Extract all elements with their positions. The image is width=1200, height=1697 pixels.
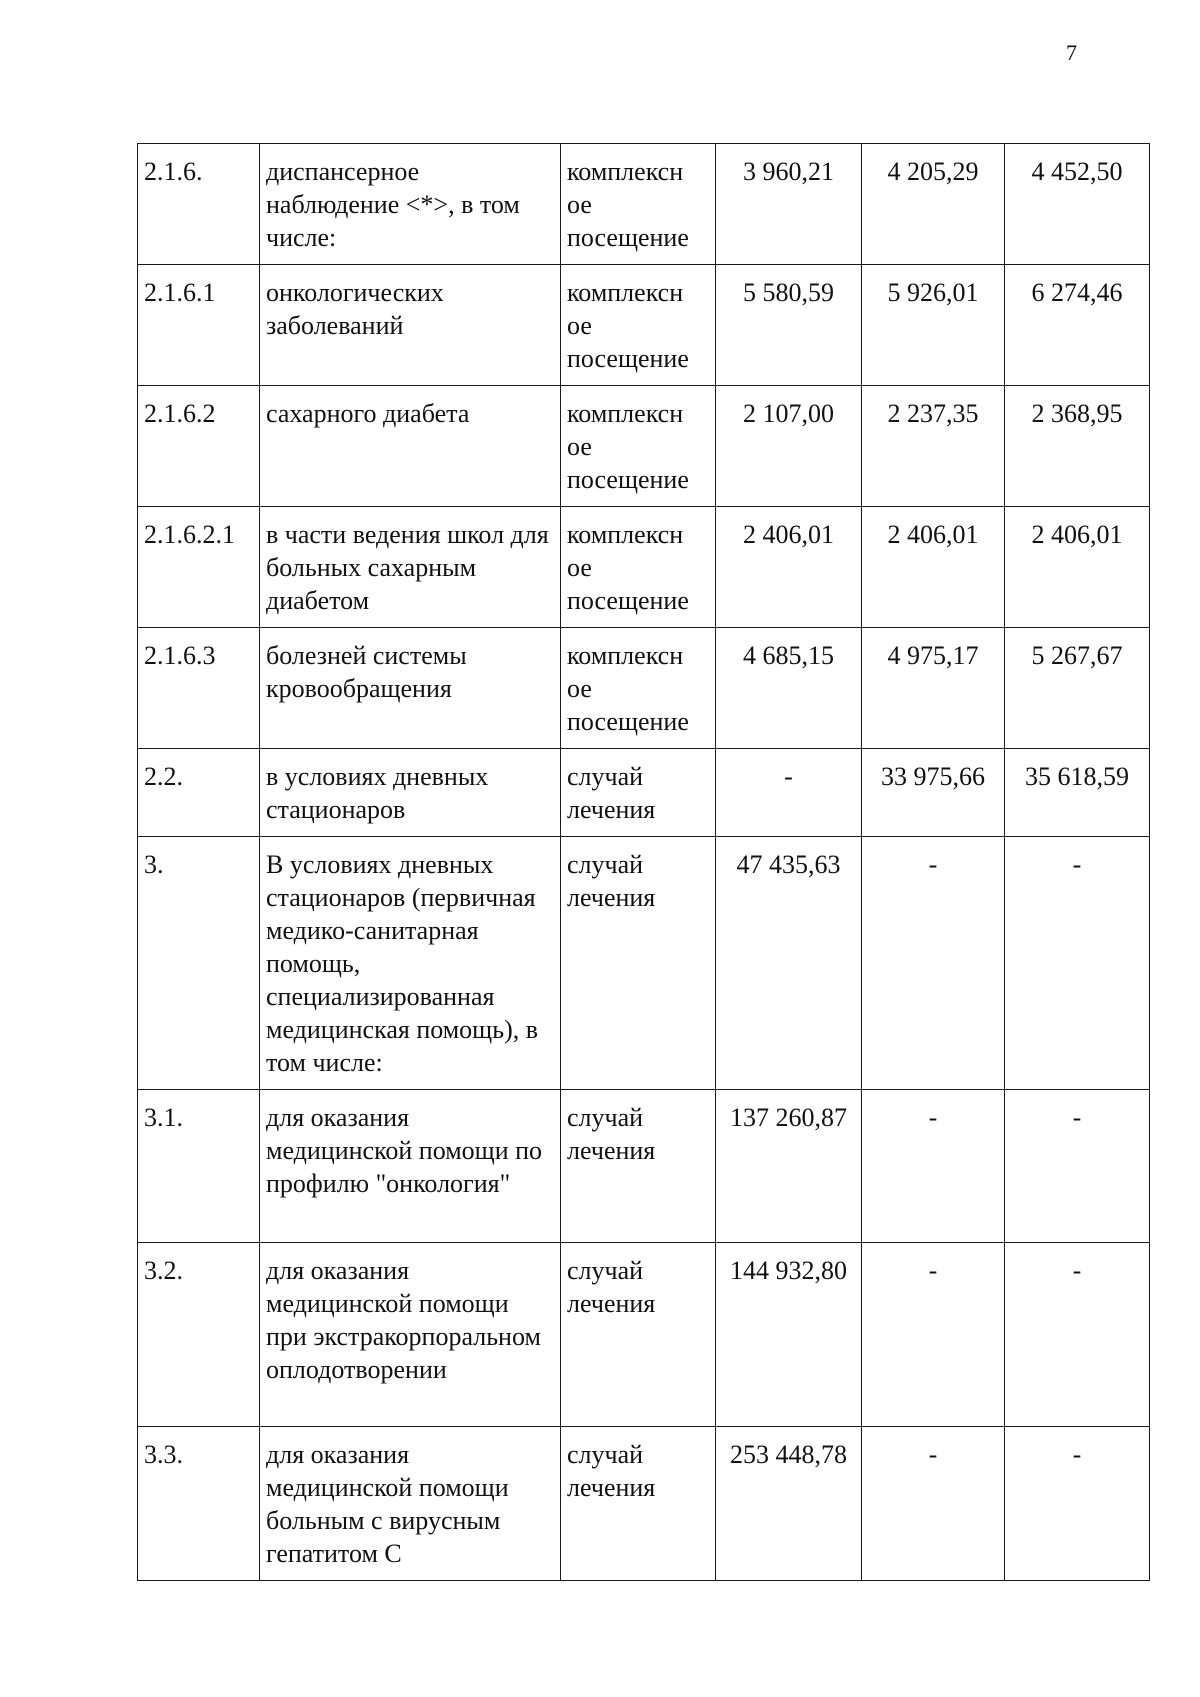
row-unit-cell: комплексн ое посещение: [561, 507, 716, 628]
row-value-2-cell: 5 926,01: [862, 265, 1005, 386]
row-value-3-cell: -: [1005, 1090, 1150, 1243]
row-value-2-cell: -: [862, 1243, 1005, 1427]
row-name-cell: в части ведения школ для больных сахарным диабетом: [260, 507, 561, 628]
row-unit-cell: комплексн ое посещение: [561, 265, 716, 386]
table-row: [138, 749, 1150, 837]
table-row: [138, 628, 1150, 749]
table-row: [138, 144, 1150, 265]
row-value-3-cell: 2 368,95: [1005, 386, 1150, 507]
row-unit-cell: комплексн ое посещение: [561, 628, 716, 749]
tariff-table: [137, 143, 1150, 1581]
row-name-cell: диспансерное наблюдение <*>, в том числе:: [260, 144, 561, 265]
row-unit-cell: случай лечения: [561, 749, 716, 837]
row-value-1-cell: 3 960,21: [716, 144, 862, 265]
row-value-2-cell: -: [862, 1427, 1005, 1581]
row-number-cell: 3.2.: [138, 1243, 260, 1427]
row-value-3-cell: 5 267,67: [1005, 628, 1150, 749]
row-unit-cell: случай лечения: [561, 1427, 716, 1581]
row-name-cell: В условиях дневных стационаров (первичная медико-санитарная помощь, специализированная медицинская помощь), в том числе:: [260, 837, 561, 1090]
row-number-cell: 3.3.: [138, 1427, 260, 1581]
row-value-2-cell: 33 975,66: [862, 749, 1005, 837]
row-value-2-cell: 2 406,01: [862, 507, 1005, 628]
row-value-1-cell: 137 260,87: [716, 1090, 862, 1243]
row-value-3-cell: 35 618,59: [1005, 749, 1150, 837]
row-unit-cell: случай лечения: [561, 1090, 716, 1243]
row-name-cell: для оказания медицинской помощи по профилю "онкология": [260, 1090, 561, 1243]
row-value-1-cell: 5 580,59: [716, 265, 862, 386]
table-row: [138, 507, 1150, 628]
row-value-1-cell: 2 107,00: [716, 386, 862, 507]
table-row: [138, 1427, 1150, 1581]
row-unit-cell: случай лечения: [561, 837, 716, 1090]
row-value-1-cell: -: [716, 749, 862, 837]
table-row: [138, 386, 1150, 507]
row-name-cell: для оказания медицинской помощи при экстракорпоральном оплодотворении: [260, 1243, 561, 1427]
page-number: 7: [1066, 40, 1077, 65]
table-row: [138, 1243, 1150, 1427]
row-value-3-cell: -: [1005, 1427, 1150, 1581]
row-value-3-cell: 6 274,46: [1005, 265, 1150, 386]
row-value-3-cell: -: [1005, 1243, 1150, 1427]
row-value-3-cell: -: [1005, 837, 1150, 1090]
row-number-cell: 2.1.6.3: [138, 628, 260, 749]
row-name-cell: в условиях дневных стационаров: [260, 749, 561, 837]
row-number-cell: 2.1.6.1: [138, 265, 260, 386]
row-value-1-cell: 253 448,78: [716, 1427, 862, 1581]
row-value-2-cell: 2 237,35: [862, 386, 1005, 507]
table-row: [138, 1090, 1150, 1243]
row-number-cell: 2.1.6.2.1: [138, 507, 260, 628]
row-value-1-cell: 2 406,01: [716, 507, 862, 628]
row-value-1-cell: 144 932,80: [716, 1243, 862, 1427]
row-unit-cell: комплексн ое посещение: [561, 386, 716, 507]
row-value-1-cell: 47 435,63: [716, 837, 862, 1090]
row-value-2-cell: -: [862, 1090, 1005, 1243]
row-number-cell: 3.1.: [138, 1090, 260, 1243]
row-value-2-cell: -: [862, 837, 1005, 1090]
row-value-3-cell: 2 406,01: [1005, 507, 1150, 628]
table-row: [138, 265, 1150, 386]
row-number-cell: 2.1.6.2: [138, 386, 260, 507]
row-value-3-cell: 4 452,50: [1005, 144, 1150, 265]
row-value-1-cell: 4 685,15: [716, 628, 862, 749]
row-name-cell: сахарного диабета: [260, 386, 561, 507]
row-unit-cell: комплексн ое посещение: [561, 144, 716, 265]
row-number-cell: 2.2.: [138, 749, 260, 837]
row-value-2-cell: 4 975,17: [862, 628, 1005, 749]
row-value-2-cell: 4 205,29: [862, 144, 1005, 265]
row-name-cell: болезней системы кровообращения: [260, 628, 561, 749]
row-number-cell: 3.: [138, 837, 260, 1090]
row-name-cell: для оказания медицинской помощи больным с вирусным гепатитом С: [260, 1427, 561, 1581]
table-row: [138, 837, 1150, 1090]
row-number-cell: 2.1.6.: [138, 144, 260, 265]
row-name-cell: онкологических заболеваний: [260, 265, 561, 386]
row-unit-cell: случай лечения: [561, 1243, 716, 1427]
